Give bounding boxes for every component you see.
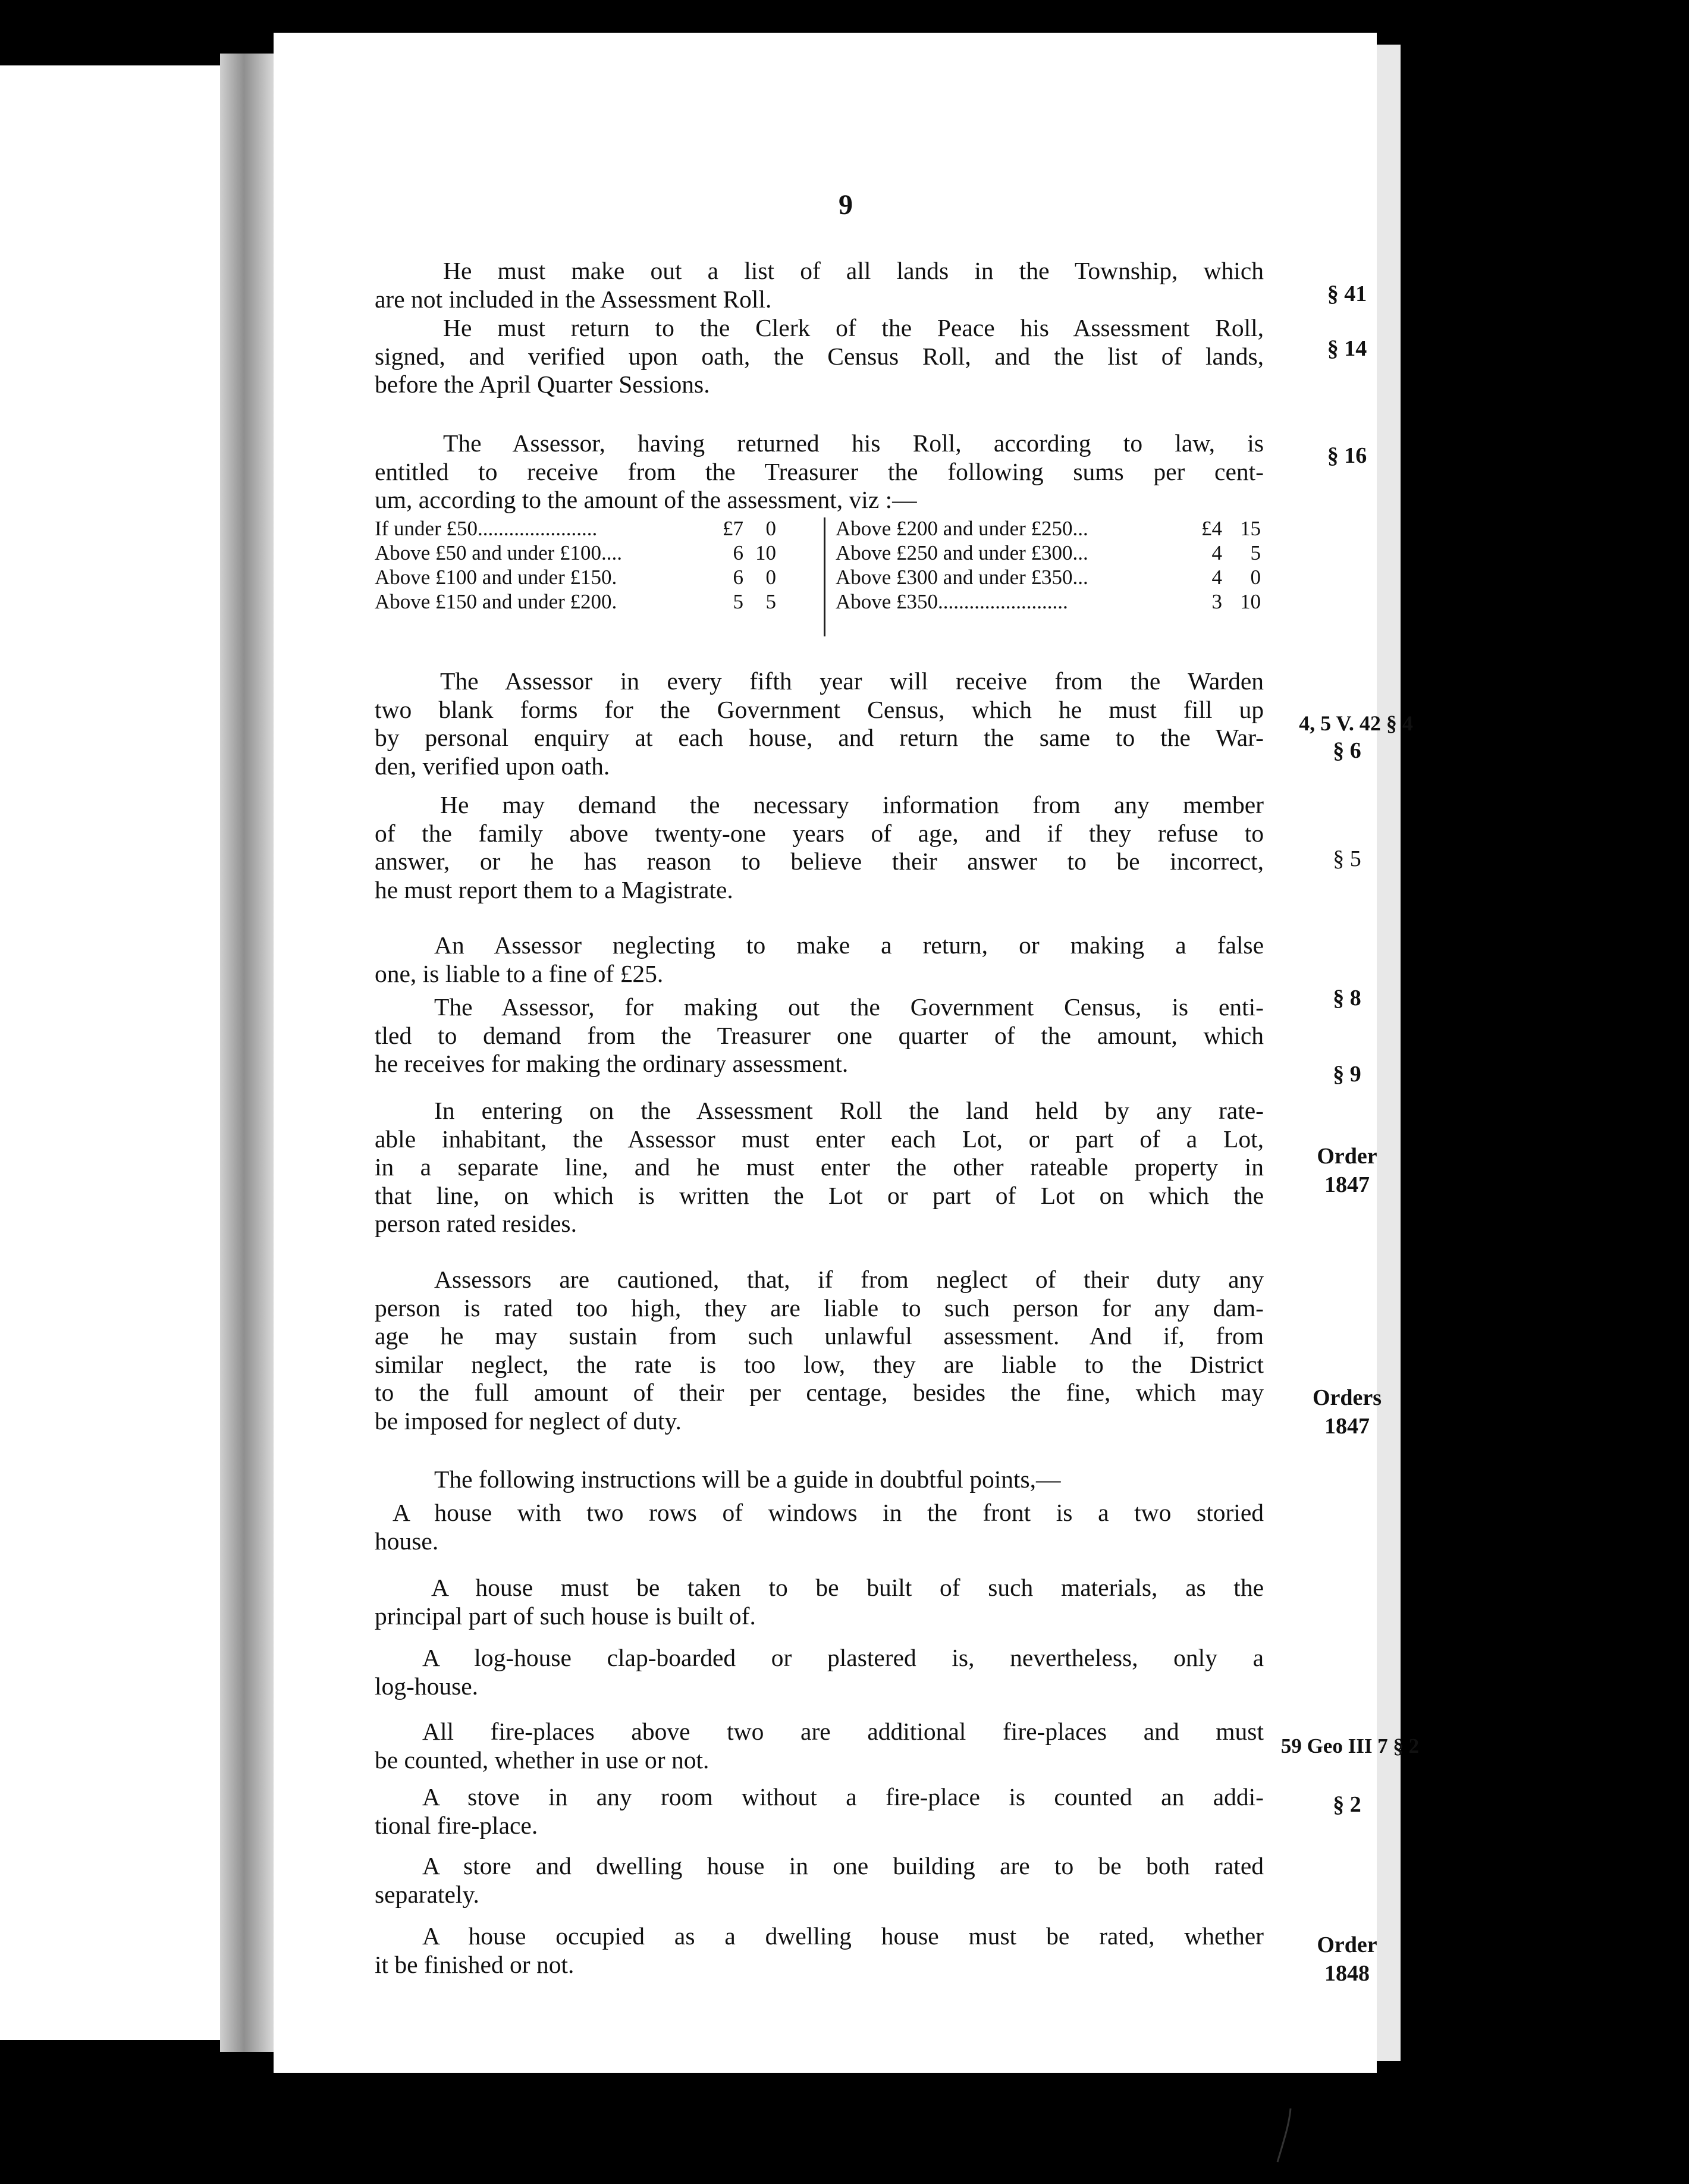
text-line: signed, and verified upon oath, the Census Roll, and the list of lands, [375,342,1264,370]
margin-ref: Order 1848 [1317,1932,1377,1986]
text-line: answer, or he has reason to believe their answer to be incorrect, [375,848,1264,876]
text-line: He must return to the Clerk of the Peace his Assessment Roll, [443,314,1264,341]
paragraph-entering-lots [375,1097,1264,1238]
text-line: be counted, whether in use or not. [375,1746,709,1774]
text-line: The Assessor in every fifth year will receive from the Warden [440,667,1264,695]
paragraph-census-payment [375,993,1264,1078]
text-line: The Assessor, for making out the Government Census, is enti- [434,993,1264,1021]
paragraph-demand-information [375,791,1264,904]
fee-table-left-column [375,516,776,614]
text-line: similar neglect, the rate is too low, they are liable to the District [375,1350,1264,1378]
text-line: In entering on the Assessment Roll the land held by any rate- [434,1097,1264,1124]
text-line: He may demand the necessary information from any member [440,791,1264,818]
text-line: by personal enquiry at each house, and return the same to the War- [375,724,1264,752]
margin-ref: § 9 [1333,1062,1361,1087]
fee-row: Above £350......................... 3 10 [836,590,1261,613]
margin-ref: § 14 [1327,336,1367,361]
margin-ref: § 41 [1327,281,1367,306]
margin-ref: § 6 [1333,738,1361,763]
margin-ref: Orders 1847 [1312,1385,1382,1439]
text-line: be imposed for neglect of duty. [375,1407,682,1435]
text-line: to the full amount of their per centage, besides the fine, which may [375,1379,1264,1407]
text-line: den, verified upon oath. [375,752,610,780]
fee-row: If under £50....................... £7 0 [375,517,776,540]
text-line: age he may sustain from such unlawful assessment. And if, from [375,1322,1264,1350]
text-line: of the family above twenty-one years of age, and if they refuse to [375,819,1264,847]
text-line: he receives for making the ordinary assessment. [375,1050,849,1078]
fee-row: Above £100 and under £150. 6 0 [375,566,776,589]
paragraph-stove [375,1783,1264,1840]
text-line: house. [375,1527,439,1555]
text-line: person rated resides. [375,1210,577,1238]
text-line: log-house. [375,1672,479,1700]
text-line: able inhabitant, the Assessor must enter each Lot, or part of a Lot, [375,1125,1264,1153]
fee-table-right-column [836,516,1264,614]
text-line: The following instructions will be a guide in doubtful points,— [434,1466,1061,1493]
text-line: are not included in the Assessment Roll. [375,285,772,313]
paragraph-log-house [375,1644,1264,1700]
fee-row: Above £300 and under £350... 4 0 [836,566,1261,589]
left-page-blank [0,65,220,2040]
fee-row: Above £200 and under £250... £4 15 [836,517,1261,540]
text-line: he must report them to a Magistrate. [375,876,733,903]
paragraph-caution [375,1266,1264,1436]
margin-ref: Order 1847 [1317,1144,1377,1197]
paragraph-dwelling-finished [375,1922,1264,1979]
margin-ref: 59 Geo III 7 § 2 [1280,1734,1420,1758]
text-line: principal part of such house is built of. [375,1602,756,1630]
text-line: tled to demand from the Treasurer one quarter of the amount, which [375,1021,1264,1049]
fee-table-divider [824,517,825,636]
text-line: in a separate line, and he must enter the other rateable property in [375,1153,1264,1181]
margin-ref: § 16 [1327,443,1367,468]
text-line: All fire-places above two are additional fire-places and must [422,1718,1264,1745]
margin-ref: 4, 5 V. 42 § 4 [1299,711,1413,735]
text-line: A log-house clap-boarded or plastered is, nevertheless, only a [422,1644,1264,1671]
pencil-mark [1273,2105,1296,2165]
text-line: um, according to the amount of the assessment, viz :— [375,486,917,514]
paragraph-fire-places [375,1718,1264,1774]
margin-ref: § 5 [1333,846,1361,871]
fee-row: Above £150 and under £200. 5 5 [375,590,776,613]
text-line: A store and dwelling house in one building are to be both rated [422,1852,1264,1879]
paragraph-instructions-intro [375,1466,1264,1494]
text-line: A house with two rows of windows in the front is a two storied [393,1499,1264,1526]
paragraph-two-storied [375,1499,1264,1555]
text-line: The Assessor, having returned his Roll, according to law, is [443,429,1264,457]
text-line: An Assessor neglecting to make a return, or making a false [434,931,1264,959]
text-line: one, is liable to a fine of £25. [375,959,664,987]
text-line: before the April Quarter Sessions. [375,371,710,398]
paragraph-census-forms [375,667,1264,780]
margin-ref: § 2 [1333,1792,1361,1817]
text-line: Assessors are cautioned, that, if from neglect of their duty any [434,1266,1264,1293]
text-line: tional fire-place. [375,1811,538,1839]
paragraph-fine [375,931,1264,988]
paragraph-unassessed-lands [375,257,1264,313]
text-line: separately. [375,1880,479,1908]
paragraph-assessor-fees [375,429,1264,514]
text-line: that line, on which is written the Lot or part of Lot on which the [375,1181,1264,1209]
text-line: A house occupied as a dwelling house must be rated, whether [422,1922,1264,1950]
text-line: A house must be taken to be built of such materials, as the [431,1574,1264,1601]
paragraph-store-dwelling [375,1852,1264,1909]
text-line: it be finished or not. [375,1950,574,1978]
fee-row: Above £50 and under £100.... 6 10 [375,541,776,564]
paragraph-return-roll [375,314,1264,399]
text-line: two blank forms for the Government Census, which he must fill up [375,695,1264,723]
text-line: entitled to receive from the Treasurer the following sums per cent- [375,457,1264,485]
book-spine [220,54,274,2052]
text-line: A stove in any room without a fire-place is counted an addi- [422,1783,1264,1810]
fee-row: Above £250 and under £300... 4 5 [836,541,1261,564]
margin-ref: § 8 [1333,986,1361,1011]
text-line: He must make out a list of all lands in the Township, which [443,257,1264,284]
page-number: 9 [839,189,853,221]
text-line: person is rated too high, they are liable to such person for any dam- [375,1294,1264,1322]
paragraph-materials [375,1574,1264,1630]
